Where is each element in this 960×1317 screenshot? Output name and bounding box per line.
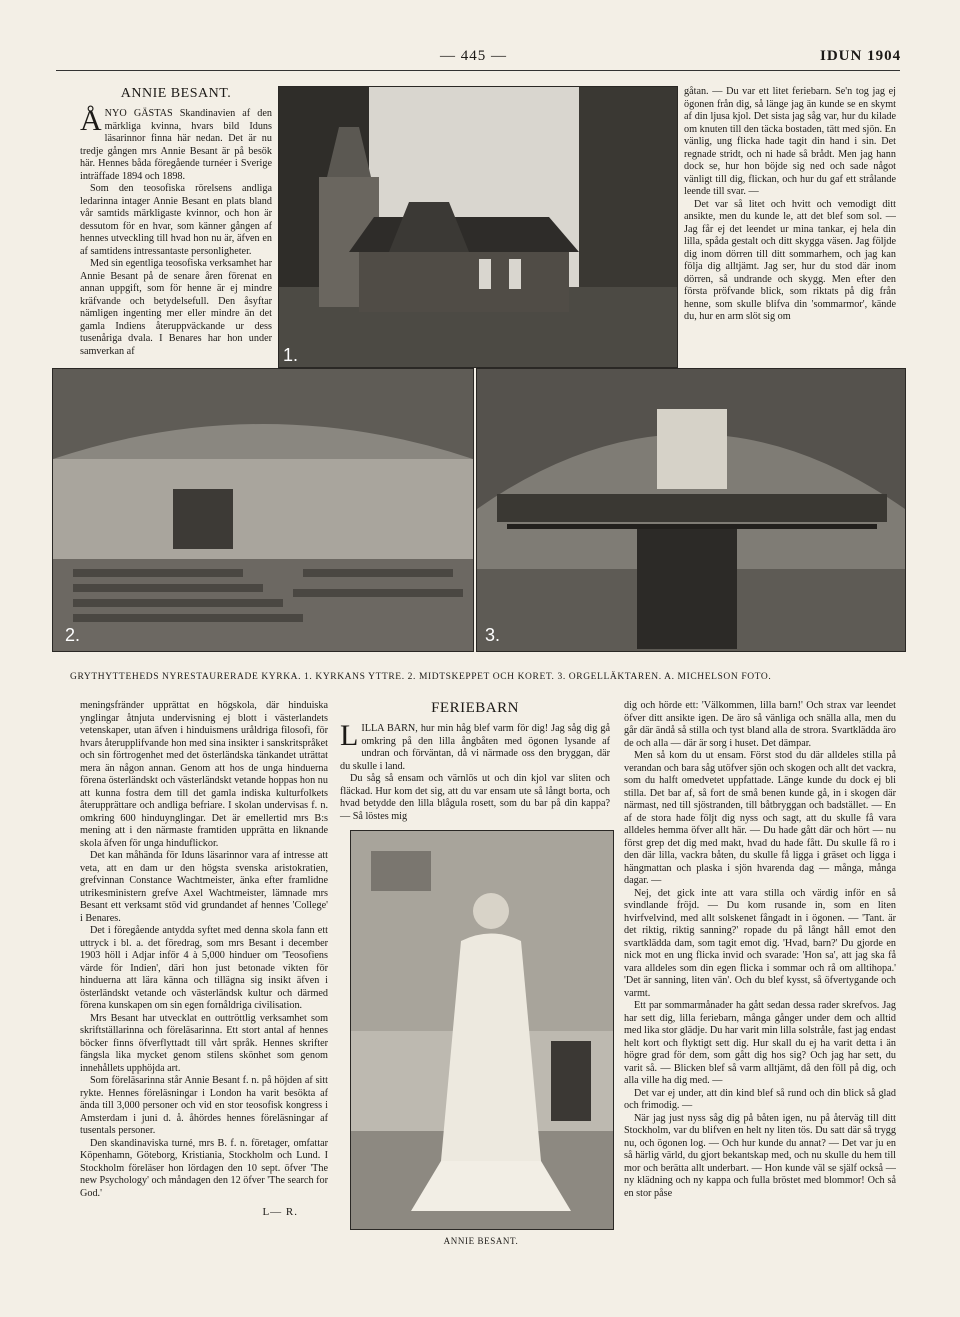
paragraph: Du såg så ensam och värnlös ut och din kjol var sliten och fläckad. Hur kom det sig, att du var ensam ute så långt borta, och hvad betydde den lilla blågula rosett, som du bar på din kappa? — Så löstes mig — [340, 773, 610, 822]
article-feriebarn: FERIEBARN LILLA BARN, hur min håg blef varm för dig! Jag såg dig gå omkring på den lilla ångbåten med ögonen lysande af undran och förväntan, då vi närmade oss den bryggan, där du skulle i land. Du såg så ensam och värnlös ut och din kjol var sliten och fläckad. Hur kom det sig, att du var ensam ute så långt borta, och hvad betydde den lilla blågula rosett, som du bar på din kappa? — Så löstes mig — [340, 700, 610, 822]
signature: L— R. — [262, 1206, 298, 1218]
feriebarn-continuation-right — [624, 700, 896, 1200]
paragraph: Den skandinaviska turné, mrs B. f. n. företager, omfattar Köpenhamn, Göteborg, Kristiania, Stockholm och Lund. I Stockholm föreläser hon lördagen den 10 sept. öfver 'The new Psychology' och måndagen den 12 öfver 'The search for God.' — [80, 1137, 328, 1199]
page-number: — 445 — — [440, 48, 507, 64]
photo-number: 2. — [65, 625, 81, 645]
photos-caption: GRYTHYTTEHEDS NYRESTAURERADE KYRKA. 1. KYRKANS YTTRE. 2. MIDTSKEPPET OCH KORET. 3. ORGELLÄKTAREN. A. MICHELSON FOTO. — [70, 672, 772, 682]
church-nave-photo — [52, 368, 474, 652]
paragraph: Som den teosofiska rörelsens andliga ledarinna intager Annie Besant en plats bland vår samtids märkligaste kvinnor, och hon är dessutom för en hvar, som känner gången af hennes utveckling till hvad hon nu är, äfven en af samtidens intressantaste personligheter. — [80, 183, 272, 257]
article-title: FERIEBARN — [431, 700, 519, 716]
paragraph: När jag just nyss såg dig på båten igen, nu på återväg till ditt Stockholm, var du blifven en helt ny liten tös. Du satt där så trygg nu, och ögonen log. — Och hur kunde du annat? — Det var ju en så härlig värld, du gjort bekantskap med, och nu skulle du hem till mor och berätta allt underbart. — Hon kunde väl se själf också — ny klädning och ny kappa och fulla bröstet med blommor! Och så en stor påse — [624, 1112, 896, 1199]
paragraph: Ett par sommarmånader ha gått sedan dessa rader skrefvos. Jag har sett dig, lilla feriebarn, många gånger under dem och alltid med lika stor glädje. Du har varit min lilla solstråle, fast jag endast helt kort och flyktigt sett dig. Hur skall du ej ha varit detta i än högre grad för dem, som gått dig hos sig? Och jag har sett, du varit så. — Blicken blef så varm alltjämt, då den föll på dig, och alla ville ha dig med. — — [624, 1000, 896, 1086]
header-rule — [56, 70, 900, 71]
paragraph: Det var så litet och hvitt och vemodigt ditt ansikte, men du kunde le, att det blef som sol. — Jag får ej det leendet ur mina tankar, ej hela din lilla, spåda gestalt och ditt skygga väsen. Jag följde dig inom dörren till ditt sommarhem, och jag kan följa dig alltjämt. Jag ser, hur du stod där inom dörren, så undrande och skygg. Men efter den första pröfvande blick, som riktats på dig från henne, som skulle blifva din 'sommarmor', kände du, hur en arm slöt sig om — [684, 198, 896, 322]
article-annie-besant — [80, 86, 272, 358]
paragraph: Med sin egentliga teosofiska verksamhet har Annie Besant på de senare åren förenat en annan uppgift, som för henne är ej mindre kräfvande och betydelsefull. Den åsyftar nämligen ingenting mer eller mindre än det gamla Indiens återuppväckande ur dess tusenåriga dvala. I Benares har hon under samverkan af — [80, 258, 272, 357]
magazine-title: IDUN 1904 — [820, 48, 902, 64]
photo-number: 3. — [485, 625, 501, 645]
paragraph: Men så kom du ut ensam. Först stod du där alldeles stilla på verandan och bara såg utöfver sjön och skogen och allt det vackra, som du halft omedvetet uppfattade. Länge kunde du dock ej bli stilla. Det bar af, så fort de små benen kunde gå, in i skogen där närmast, ned till sjöstranden, till båtbryggan och badstället. — En af de stora hade följt dig nyss och sagt, att du skulle få vara alldeles hemma öfver allt här. — Du hade gått där och hört — nu först grep det dig med makt, hvad du hade fått. Du skulle få ro i den där lilla, vackra båten, du skulle få ligga i gräset och ligga i hängmattan och plaska i sjön hvarenda dag — många, många dagar. — — [624, 750, 896, 886]
feriebarn-continuation-top — [684, 86, 896, 324]
portrait-caption: ANNIE BESANT. — [443, 1236, 519, 1246]
paragraph: dig och hörde ett: 'Välkommen, lilla barn!' Och strax var leendet öfver ditt ansikte igen. De äro så vänliga och snälla alla, men du går där ändå så stilla och tyst bland alla de strora. Svartklädda äro de och alla — där är sorg i huset. Det dämpar. — [624, 700, 896, 749]
paragraph: Det var ej under, att din kind blef så rund och din blick så glad och frimodig. — — [624, 1087, 896, 1111]
article-annie-besant-continued — [80, 700, 328, 1218]
paragraph: Det i föregående antydda syftet med denna skola fann ett uttryck i bl. a. det föredrag, som mrs Besant i december 1903 höll i Adjar inför 4 à 5,000 hinduer om 'Teosofiens värde för Indien', däri hon just betonade vikten för hinduerna att lära känna och tillägna sig insikt äfven i österländskt vetande och västerländsk kultur och därmed förena kunskapen om sin egen fornåldriga civilisation. — [80, 925, 328, 1011]
organ-loft-photo — [476, 368, 906, 652]
article-text: ÅNYO GÄSTAS Skandinavien af den märkliga kvinna, hvars bild Iduns läsarinnor finna här nedan. Det är nu tredje gången mrs Annie Besant är på besök här. Hennes båda föregående turnéer i Sverige inträffade 1894 och 1898. Som den teosofiska rörelsens andliga ledarinna intager Annie Besant en plats bland vår samtids märkligaste kvinnor, och hon är dessutom för en hvar, som känner gången af hennes utveckling till hvad hon nu är, äfven en af samtidens intressantaste personligheter. Med sin egentliga teosofiska verksamhet har Annie Besant på de senare åren förenat en annan uppgift, som för henne är ej mindre kräfvande och betydelsefull. Den åsyftar nämligen ingenting mer eller mindre än det gamla Indiens återuppväckande ur dess tusenåriga dvala. I Benares har hon under samverkan af — [80, 104, 272, 357]
photo-number: 1. — [283, 345, 299, 365]
annie-besant-portrait — [350, 830, 614, 1230]
paragraph: meningsfränder upprättat en högskola, där hinduiska ynglingar åtnjuta undervisning ej blott i västerlandets vetenskaper, utan äfven i hinduismens uråldriga filosofi, för hvars återupplifvande hon med sina insikter i sanskritspråket och sin förtrogenhet med det österländska tänkandet uträttat mera än någon annan. Genom att hos de unga hinduerna förena österländskt och västerländskt vetande hoppas hon nu att kunna fostra dem till det gamla indiska kulturfolkets återupprättare och andliga befriare. I skolan undervisas f. n. omkring 600 hinduynglingar. Det är emellertid mrs B:s mening att i den närmaste framtiden upprätta en liknande skola äfven för unga hinduflickor. — [80, 700, 328, 849]
paragraph: Mrs Besant har utvecklat en outtröttlig verksamhet som skriftställarinna och föreläsarinna. Ett stort antal af hennes böcker finns öfverflyttadt till vårt språk. Hennes skrifter fängsla lika mycket genom stilens skönhet som genom innehållets upphöjda art. — [80, 1012, 328, 1074]
church-exterior-photo — [278, 86, 678, 368]
dropcap: Å — [80, 104, 102, 137]
dropcap: L — [340, 719, 359, 752]
paragraph: Det kan måhända för Iduns läsarinnor vara af intresse att veta, att en dam ur den högsta svenska aristokratien, grefvinnan Constance Wachtmeister, änka efter framlidne utrikesministern grefve Axel Wachtmeister, lämnade mrs Besant ett verksamt stöd vid grundandet af hennes 'College' i Benares. — [80, 850, 328, 924]
paragraph: Nej, det gick inte att vara stilla och värdig inför en så svindlande fröjd. — Du kom rusande in, som en liten hvirfvelvind, med allt solskenet fångadt in i ögonen. — 'Tant. är det riktig, riktig sanning?' ropade du på långt håll emot den svartklädda dam, som tagit emot dig. 'Hvad, barn?' Du gjorde en nick mot en ung flicka invid och svarade: 'Hon sa', att jag ska få vara alldeles som din egen flicka i sommar och rå om alltihopa.' 'Det är sanning, liten vän'. Och du blef kysst, så öfvertygande och varmt. — [624, 887, 896, 999]
paragraph: gåtan. — Du var ett litet feriebarn. Se'n tog jag ej ögonen från dig, så länge jag än kunde se en skymt af din ljusa kjol. Det sista jag såg var, hur du kilade om knuten till den täcka bostaden, tätt med sjön. En vänlig, ung flicka hade tagit din hand i sin. Det regnade stridt, och ni hade så brådt. Men jag hann dock se, hur hon böjde sig ned och sade något vänligt till dig, flickan, och hur du gaf ett strålande leende till svar. — — [684, 86, 896, 197]
article-title: ANNIE BESANT. — [120, 86, 232, 101]
paragraph: Som föreläsarinna står Annie Besant f. n. på höjden af sitt rykte. Hennes föreläsningar i London ha varit besökta af ända till 3,000 personer och vid en stor teosofisk kongress i Amsterdam i juni d. å. åhördes hennes föreläsningar af tusentals personer. — [80, 1075, 328, 1136]
